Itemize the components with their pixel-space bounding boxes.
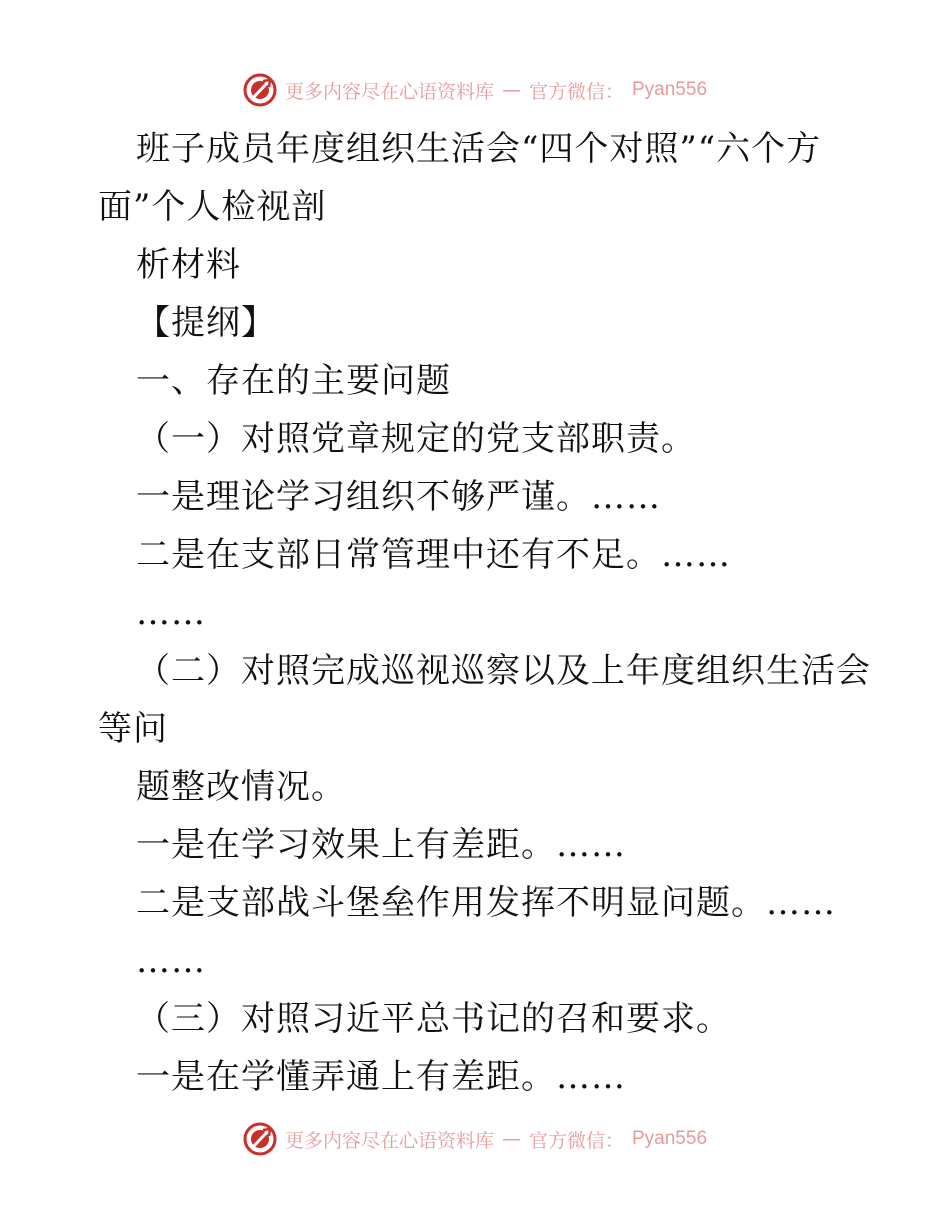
wechat-label: 官方微信： bbox=[528, 1129, 624, 1152]
section-heading-1: 一、存在的主要问题 bbox=[136, 361, 451, 401]
subsection-heading-2-part-2: 等问 bbox=[98, 709, 168, 749]
list-item: 一是在学习效果上有差距。…… bbox=[136, 825, 626, 865]
wechat-label: 官方微信： bbox=[528, 80, 624, 103]
banner-dash: — bbox=[501, 79, 521, 101]
promo-text: 更多内容尽在心语资料库 bbox=[284, 1129, 494, 1152]
document-title-line-3: 析材料 bbox=[136, 245, 241, 285]
footer-watermark-banner bbox=[0, 1119, 950, 1159]
banner-dash: — bbox=[501, 1128, 521, 1150]
document-body bbox=[98, 120, 871, 1106]
ellipsis-line: …… bbox=[136, 593, 206, 633]
wechat-id: Pyan556 bbox=[632, 79, 708, 100]
subsection-heading-3: （三）对照习近平总书记的召和要求。 bbox=[136, 999, 731, 1039]
wechat-id: Pyan556 bbox=[632, 1128, 708, 1149]
list-item: 二是在支部日常管理中还有不足。…… bbox=[136, 535, 731, 575]
list-item: 一是理论学习组织不够严谨。…… bbox=[136, 477, 661, 517]
list-item: 二是支部战斗堡垒作用发挥不明显问题。…… bbox=[136, 883, 836, 923]
document-title-line-1: 班子成员年度组织生活会“四个对照”“六个方 bbox=[136, 129, 822, 169]
list-item: 一是在学懂弄通上有差距。…… bbox=[136, 1057, 626, 1097]
brand-logo-icon bbox=[243, 73, 277, 107]
promo-text: 更多内容尽在心语资料库 bbox=[284, 80, 494, 103]
subsection-heading-1: （一）对照党章规定的党支部职责。 bbox=[136, 419, 696, 459]
header-watermark-banner bbox=[0, 70, 950, 110]
subsection-heading-2-part-1: （二）对照完成巡视巡察以及上年度组织生活会 bbox=[136, 651, 871, 691]
subsection-heading-2-part-3: 题整改情况。 bbox=[136, 767, 346, 807]
brand-logo-icon bbox=[243, 1122, 277, 1156]
ellipsis-line: …… bbox=[136, 941, 206, 981]
document-title-line-2: 面”个人检视剖 bbox=[98, 187, 327, 227]
outline-heading: 【提纲】 bbox=[136, 303, 276, 343]
